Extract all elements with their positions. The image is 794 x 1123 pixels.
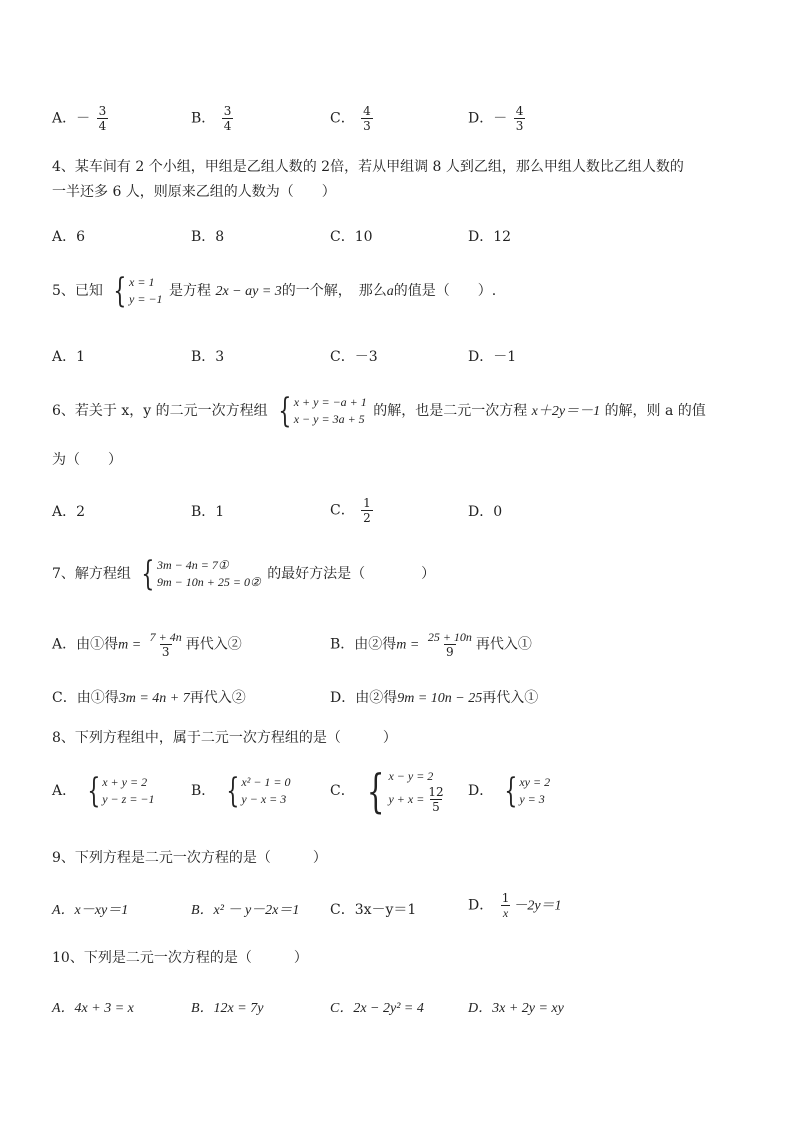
- q4-option-d: D．12: [468, 229, 512, 245]
- q7-option-b: B．由②得m = $\frac{25 + 10n}{9}$ 再代入①: [330, 630, 532, 659]
- q6-option-a: A．2: [52, 504, 86, 520]
- q4-option-c: C．10: [330, 229, 373, 245]
- q9-option-d: D． $\frac{1}{x}$ －2y＝1: [468, 891, 562, 920]
- q3-option-c: C． $\frac{4}{3}$: [330, 104, 371, 133]
- q9-option-a: A．x－xy＝1: [52, 903, 129, 918]
- q4-stem-line2: 一半还多 6 人，则原来乙组的人数为（ ）: [52, 184, 336, 200]
- q10-option-c: C．2x − 2y² = 4: [330, 1001, 424, 1016]
- q7-stem: 7、解方程组 { 3m − 4n = 7① 9m − 10n + 25 = 0② 的最好方法是（ ）: [52, 554, 436, 594]
- q10-stem: 10、下列是二元一次方程的是（ ）: [52, 950, 308, 966]
- q8-stem: 8、下列方程组中，属于二元一次方程组的是（ ）: [52, 730, 397, 746]
- q10-option-b: B．12x = 7y: [191, 1001, 264, 1016]
- q5-option-a: A．1: [52, 349, 86, 365]
- q3-option-d: D．－ $\frac{4}{3}$: [468, 104, 524, 133]
- q5-stem: 5、已知 { x = 1 y = −1 是方程 2x − ay = 3的一个解， 那么a的值是（ ）.: [52, 271, 497, 311]
- q5-option-d: D．－1: [468, 349, 517, 365]
- q5-system: { x = 1 y = −1: [113, 271, 163, 311]
- q10-option-a: A．4x + 3 = x: [52, 1001, 134, 1016]
- q8-option-c: C． { x − y = 2 y + x = $\frac{12}{5}$: [330, 764, 444, 818]
- q5-option-c: C．－3: [330, 349, 378, 365]
- q6-option-c: C． $\frac{1}{2}$: [330, 496, 371, 525]
- q7-system: { 3m − 4n = 7① 9m − 10n + 25 = 0②: [141, 554, 261, 594]
- q7-option-a: A．由①得m = $\frac{7 + 4n}{3}$ 再代入②: [52, 630, 242, 659]
- q8-option-d: D． { xy = 2 y = 3: [468, 771, 551, 811]
- q4-option-b: B．8: [191, 229, 225, 245]
- q6-stem: 6、若关于 x，y 的二元一次方程组 { x + y = −a + 1 x − y = 3a + 5 的解，也是二元一次方程 x＋2y＝－1 的解，则 a 的值: [52, 391, 706, 431]
- q3-option-b: B． $\frac{3}{4}$: [191, 104, 232, 133]
- q6-option-d: D．0: [468, 504, 503, 520]
- q3-option-a: A．－ $\frac{3}{4}$: [52, 104, 107, 133]
- q8-option-a: A． { x + y = 2 y − z = −1: [52, 771, 155, 811]
- q9-option-b: B．x² － y－2x＝1: [191, 903, 300, 918]
- q10-option-d: D．3x + 2y = xy: [468, 1001, 564, 1016]
- q6-stem-line2: 为（ ）: [52, 452, 122, 468]
- q7-option-c: C．由①得3m = 4n + 7再代入②: [52, 690, 246, 706]
- q6-option-b: B．1: [191, 504, 225, 520]
- q9-stem: 9、下列方程是二元一次方程的是（ ）: [52, 850, 327, 866]
- q8-option-b: B． { x² − 1 = 0 y − x = 3: [191, 771, 291, 811]
- q4-stem-line1: 4、某车间有 2 个小组，甲组是乙组人数的 2倍，若从甲组调 8 人到乙组，那么甲组人数比乙组人数的: [52, 159, 684, 175]
- q9-option-c: C．3x－y＝1: [330, 902, 417, 918]
- q4-option-a: A．6: [52, 229, 86, 245]
- q7-option-d: D．由②得9m = 10n − 25再代入①: [330, 690, 539, 706]
- q5-option-b: B．3: [191, 349, 225, 365]
- q6-system: { x + y = −a + 1 x − y = 3a + 5: [278, 391, 367, 431]
